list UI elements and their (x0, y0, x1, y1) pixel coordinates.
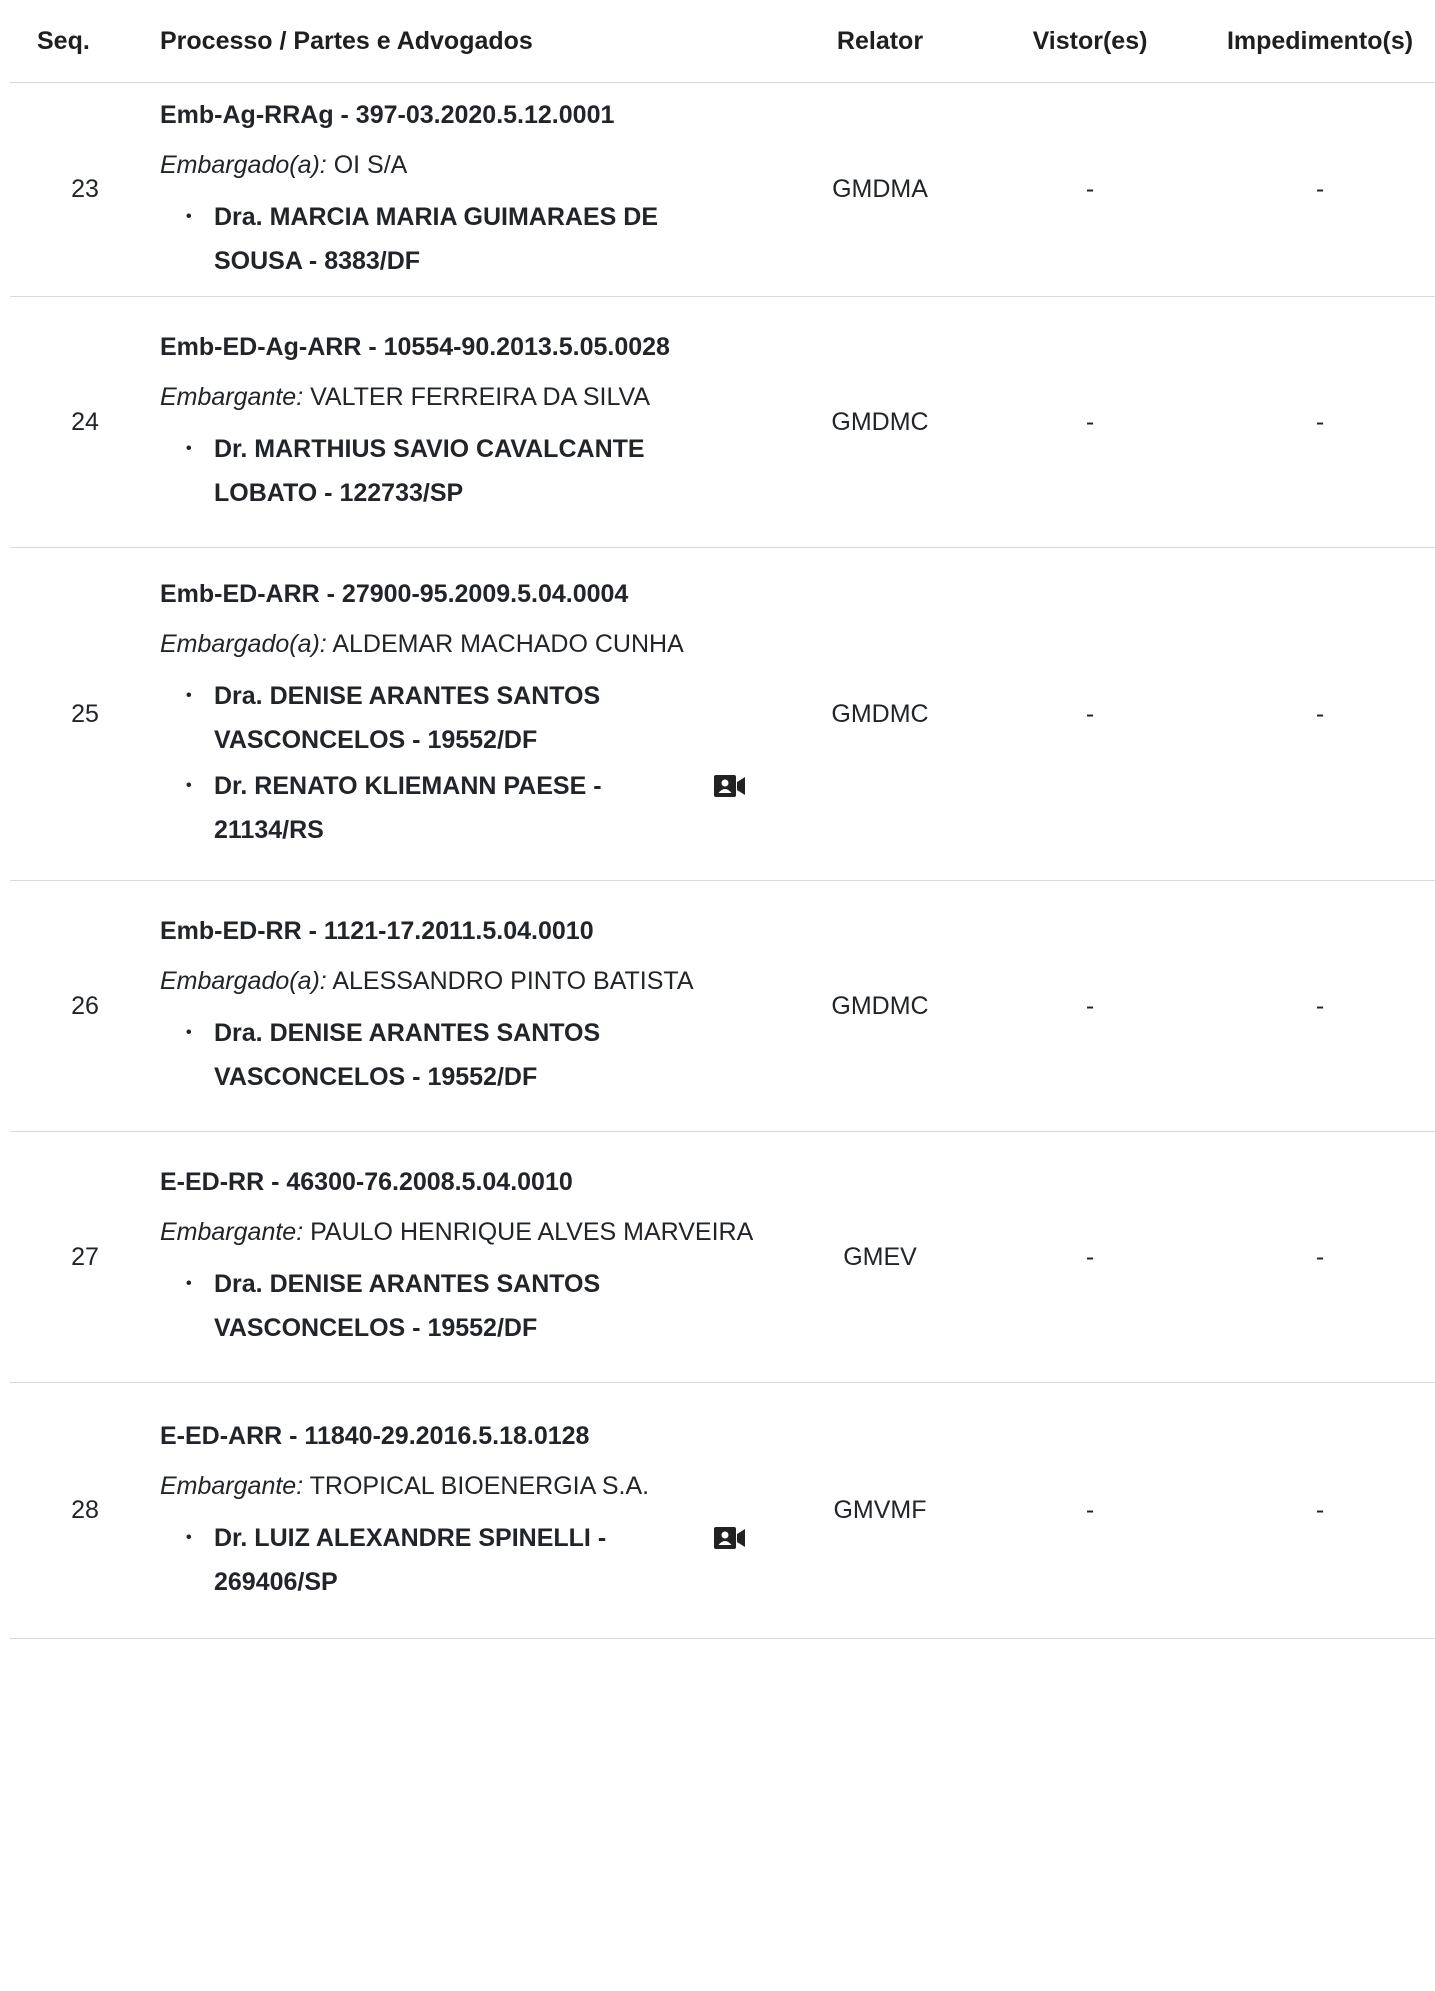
lawyer-item (186, 195, 785, 283)
party-name: VALTER FERREIRA DA SILVA (310, 383, 651, 411)
party-name: ALESSANDRO PINTO BATISTA (332, 967, 694, 995)
party-name: TROPICAL BIOENERGIA S.A. (309, 1471, 650, 1500)
processo-cell (160, 1162, 785, 1352)
party-role: Embargado(a): (160, 150, 327, 179)
seq-cell: 23 (71, 175, 99, 203)
processo-cell (160, 911, 785, 1101)
party-line (160, 377, 785, 417)
seq-cell: 27 (71, 1242, 99, 1271)
table-row (10, 1383, 1435, 1639)
lawyer-item (186, 1262, 785, 1350)
party-name: OI S/A (333, 150, 408, 179)
impedimento-cell: - (1315, 1496, 1325, 1524)
processo-cell (160, 1416, 785, 1606)
processo-cell (160, 95, 785, 285)
header-relator: Relator (836, 26, 924, 55)
table-row (10, 548, 1435, 881)
header-processo: Processo / Partes e Advogados (160, 26, 533, 55)
party-name: ALDEMAR MACHADO CUNHA (332, 630, 684, 658)
case-number-link[interactable]: Emb-ED-Ag-ARR - 10554-90.2013.5.05.0028 (160, 333, 670, 361)
table-row (10, 881, 1435, 1132)
table-body (10, 83, 1435, 1639)
party-role: Embargante: (160, 1218, 304, 1246)
impedimento-cell: - (1315, 407, 1325, 436)
relator-cell: GMDMA (832, 175, 928, 203)
party-line (160, 1212, 785, 1252)
vistor-cell: - (1085, 991, 1095, 1020)
lawyer-name: Dra. DENISE ARANTES SANTOS VASCONCELOS - 19552/DF (214, 682, 601, 754)
impedimento-cell: - (1315, 699, 1325, 728)
vistor-cell: - (1085, 1496, 1095, 1524)
lawyer-name: Dra. DENISE ARANTES SANTOS VASCONCELOS - 19552/DF (214, 1270, 601, 1342)
vistor-cell: - (1085, 407, 1095, 436)
video-camera-icon[interactable] (714, 764, 754, 797)
vistor-cell: - (1085, 175, 1095, 203)
seq-cell: 25 (71, 699, 99, 728)
party-line (160, 961, 785, 1001)
party-line (160, 624, 785, 664)
processo-content (160, 911, 785, 1099)
relator-cell: GMVMF (833, 1496, 927, 1524)
seq-cell: 26 (71, 991, 99, 1020)
processo-content (160, 327, 785, 515)
processo-cell (160, 327, 785, 517)
case-number-link[interactable]: E-ED-RR - 46300-76.2008.5.04.0010 (160, 1168, 573, 1196)
bullet-icon: • (186, 440, 192, 457)
bullet-icon: • (186, 1024, 192, 1041)
lawyer-name: Dr. RENATO KLIEMANN PAESE - 21134/RS (214, 772, 602, 844)
bullet-icon: • (186, 687, 192, 704)
processo-content (160, 574, 785, 852)
party-role: Embargado(a): (160, 630, 327, 658)
vistor-cell: - (1085, 1242, 1095, 1271)
party-name: PAULO HENRIQUE ALVES MARVEIRA (310, 1218, 754, 1246)
party-role: Embargado(a): (160, 967, 327, 995)
video-camera-icon[interactable] (714, 1516, 754, 1549)
processo-content (160, 1416, 785, 1604)
impedimento-cell: - (1315, 175, 1325, 203)
processo-cell (160, 574, 785, 854)
processo-content (160, 1162, 785, 1350)
processo-content (160, 95, 785, 283)
case-number-link[interactable]: E-ED-ARR - 11840-29.2016.5.18.0128 (160, 1421, 590, 1450)
sessions-table (10, 0, 1435, 1639)
header-impedimento: Impedimento(s) (1226, 26, 1414, 55)
case-number-link[interactable]: Emb-ED-RR - 1121-17.2011.5.04.0010 (160, 917, 594, 945)
impedimento-cell: - (1315, 1242, 1325, 1271)
relator-cell: GMDMC (831, 699, 929, 728)
lawyer-item (186, 764, 785, 852)
lawyer-name: Dr. MARTHIUS SAVIO CAVALCANTE LOBATO - 122733/SP (214, 435, 645, 507)
vistor-cell: - (1085, 699, 1095, 728)
lawyer-item (186, 1011, 785, 1099)
lawyer-item (186, 1516, 785, 1604)
lawyer-name: Dra. DENISE ARANTES SANTOS VASCONCELOS - 19552/DF (214, 1019, 601, 1091)
seq-cell: 28 (71, 1496, 99, 1524)
case-number-link[interactable]: Emb-Ag-RRAg - 397-03.2020.5.12.0001 (160, 100, 615, 129)
table-row (10, 297, 1435, 548)
table-row (10, 1132, 1435, 1383)
lawyer-name: Dra. MARCIA MARIA GUIMARAES DE SOUSA - 8383/DF (214, 202, 658, 275)
bullet-icon: • (186, 777, 192, 794)
lawyer-item (186, 674, 785, 762)
relator-cell: GMEV (843, 1242, 917, 1271)
bullet-icon: • (186, 1528, 192, 1546)
relator-cell: GMDMC (831, 991, 929, 1020)
party-role: Embargante: (160, 383, 304, 411)
header-vistor: Vistor(es) (1032, 26, 1148, 55)
lawyer-item (186, 427, 785, 515)
party-line (160, 1466, 785, 1506)
case-number-link[interactable]: Emb-ED-ARR - 27900-95.2009.5.04.0004 (160, 580, 629, 608)
table-row (10, 83, 1435, 297)
lawyer-name: Dr. LUIZ ALEXANDRE SPINELLI - 269406/SP (214, 1523, 607, 1596)
party-role: Embargante: (160, 1471, 304, 1500)
relator-cell: GMDMC (831, 407, 929, 436)
seq-cell: 24 (71, 407, 99, 436)
bullet-icon: • (186, 1275, 192, 1292)
bullet-icon: • (186, 207, 192, 225)
impedimento-cell: - (1315, 991, 1325, 1020)
table-header (10, 0, 1435, 83)
party-line (160, 145, 785, 185)
header-seq: Seq. (37, 26, 90, 55)
